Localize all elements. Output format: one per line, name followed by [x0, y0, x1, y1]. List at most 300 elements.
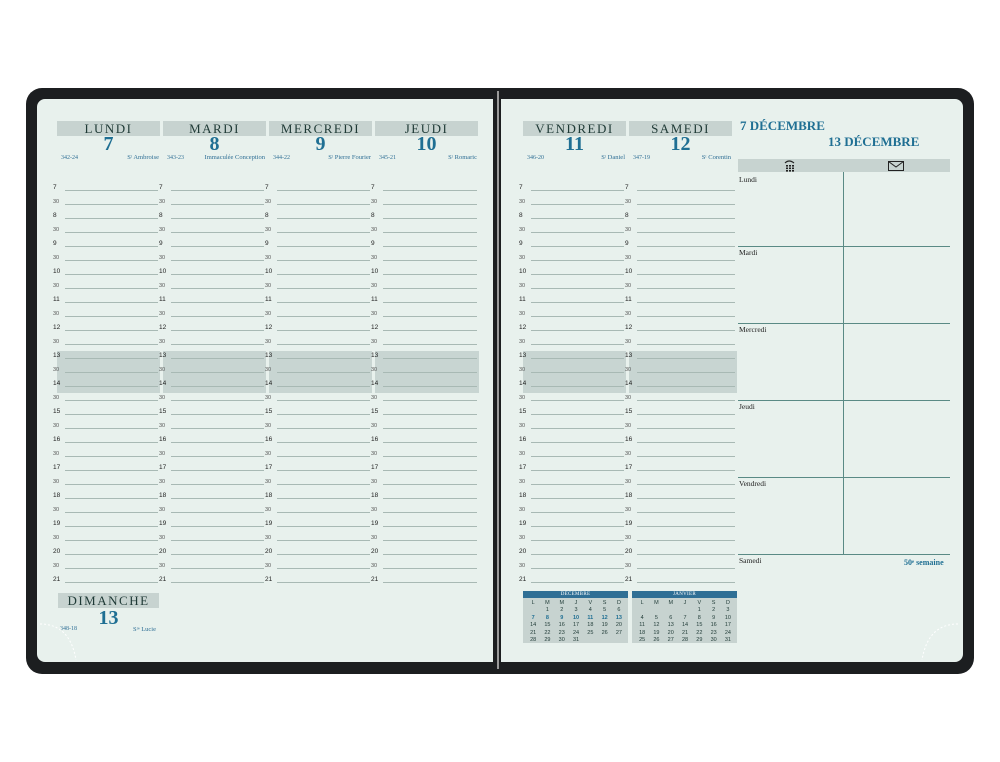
time-slot-line[interactable] [277, 218, 370, 219]
mini-calendar-day[interactable]: 14 [681, 622, 689, 629]
time-slot-line[interactable] [277, 582, 370, 583]
time-slot-line[interactable] [531, 344, 624, 345]
mini-calendar-day[interactable]: 5 [654, 614, 658, 621]
time-slot-line[interactable] [277, 484, 370, 485]
mini-calendar-day[interactable] [678, 607, 692, 614]
hour-label: 7 [519, 184, 523, 191]
time-slot-line[interactable] [637, 302, 735, 303]
time-slot-line[interactable] [277, 456, 370, 457]
time-slot-line[interactable] [531, 190, 624, 191]
time-slot-line[interactable] [383, 484, 477, 485]
time-slot-line[interactable] [637, 386, 735, 387]
time-slot-line[interactable] [171, 512, 264, 513]
time-slot-line[interactable] [637, 568, 735, 569]
mini-calendar-day[interactable] [649, 607, 663, 614]
time-slot-line[interactable] [383, 442, 477, 443]
mini-calendar-day[interactable]: 10 [724, 614, 731, 621]
mini-calendar-day[interactable]: 28 [681, 637, 689, 644]
time-slot-line[interactable] [277, 288, 370, 289]
notes-label-samedi[interactable]: Samedi [739, 556, 762, 565]
time-slot-line[interactable] [383, 302, 477, 303]
time-slot-line[interactable] [531, 414, 624, 415]
time-slot-line[interactable] [277, 358, 370, 359]
time-slot-line[interactable] [65, 526, 158, 527]
time-slot-line[interactable] [65, 414, 158, 415]
mini-calendar-day[interactable]: 20 [667, 629, 674, 636]
mini-calendar-day[interactable]: 11 [639, 622, 645, 629]
mini-calendar-day[interactable] [612, 637, 626, 644]
time-slot-line[interactable] [531, 330, 624, 331]
time-slot-line[interactable] [277, 260, 370, 261]
hour-label: 13 [159, 352, 167, 359]
time-slot-line[interactable] [171, 498, 264, 499]
time-slot-line[interactable] [383, 330, 477, 331]
left-day-number-0: 7 [103, 133, 114, 155]
hour-label: 18 [519, 492, 527, 499]
time-slot-line[interactable] [277, 470, 370, 471]
time-slot-line[interactable] [171, 372, 264, 373]
time-slot-line[interactable] [637, 218, 735, 219]
time-slot-line[interactable] [383, 246, 477, 247]
mini-calendar-day[interactable]: 13 [667, 622, 674, 629]
time-slot-line[interactable] [383, 260, 477, 261]
mini-calendar-day[interactable]: 21 [530, 629, 537, 636]
half-hour-label: 30 [625, 367, 632, 373]
time-slot-line[interactable] [531, 456, 624, 457]
time-slot-line[interactable] [383, 386, 477, 387]
time-slot-line[interactable] [65, 274, 158, 275]
time-slot-line[interactable] [531, 484, 624, 485]
time-slot-line[interactable] [171, 400, 264, 401]
mini-calendar-day[interactable] [635, 607, 649, 614]
time-slot-line[interactable] [637, 400, 735, 401]
time-slot-line[interactable] [637, 260, 735, 261]
sunday-saint: Sᵗᵉ Lucie [133, 626, 156, 633]
time-slot-line[interactable] [637, 358, 735, 359]
hour-label: 13 [53, 352, 61, 359]
time-slot-line[interactable] [383, 540, 477, 541]
time-slot-line[interactable] [531, 512, 624, 513]
mini-calendar-day[interactable]: 4 [640, 614, 644, 621]
mini-calendar-day[interactable]: 24 [572, 629, 580, 636]
time-slot-line[interactable] [637, 274, 735, 275]
mini-calendar-day[interactable]: 19 [601, 622, 608, 629]
time-slot-line[interactable] [531, 218, 624, 219]
time-slot-line[interactable] [171, 274, 264, 275]
mini-calendar-day[interactable]: 13 [615, 614, 622, 621]
time-slot-line[interactable] [277, 190, 370, 191]
mini-calendar-day[interactable]: 27 [667, 637, 674, 644]
mini-calendar-day[interactable]: 2 [560, 607, 564, 614]
mini-calendar-day[interactable]: 16 [710, 622, 717, 629]
time-slot-line[interactable] [531, 582, 624, 583]
time-slot-line[interactable] [637, 512, 735, 513]
time-slot-line[interactable] [383, 456, 477, 457]
mini-calendar-day[interactable]: 1 [697, 607, 701, 614]
mini-calendar-day[interactable]: 11 [587, 614, 594, 621]
time-slot-line[interactable] [531, 526, 624, 527]
time-slot-line[interactable] [531, 442, 624, 443]
half-hour-label: 30 [159, 367, 166, 373]
time-slot-line[interactable] [65, 512, 158, 513]
half-hour-label: 30 [53, 507, 60, 513]
time-slot-line[interactable] [383, 526, 477, 527]
mini-calendar-weekday: L [640, 600, 644, 606]
half-hour-label: 30 [159, 535, 166, 541]
mini-calendar-day[interactable]: 26 [653, 637, 660, 644]
half-hour-label: 30 [371, 451, 378, 457]
time-slot-line[interactable] [637, 246, 735, 247]
mini-calendar-day[interactable] [664, 607, 678, 614]
time-slot-line[interactable] [171, 260, 264, 261]
mini-calendar-weekday: S [711, 600, 716, 606]
time-slot-line[interactable] [637, 344, 735, 345]
time-slot-line[interactable] [65, 428, 158, 429]
time-slot-line[interactable] [383, 288, 477, 289]
time-slot-line[interactable] [171, 484, 264, 485]
mini-calendar-day[interactable]: 18 [639, 629, 646, 636]
notes-label-lundi[interactable]: Lundi [739, 175, 757, 184]
time-slot-line[interactable] [65, 302, 158, 303]
mini-calendar-day[interactable]: 17 [724, 622, 731, 629]
time-slot-line[interactable] [277, 330, 370, 331]
time-slot-line[interactable] [65, 288, 158, 289]
mini-calendar-day[interactable]: 7 [683, 614, 687, 621]
time-slot-line[interactable] [171, 344, 264, 345]
time-slot-line[interactable] [383, 470, 477, 471]
time-slot-line[interactable] [171, 442, 264, 443]
time-slot-line[interactable] [637, 526, 735, 527]
time-slot-line[interactable] [531, 204, 624, 205]
time-slot-line[interactable] [637, 582, 735, 583]
time-slot-line[interactable] [171, 218, 264, 219]
time-slot-line[interactable] [383, 554, 477, 555]
time-slot-line[interactable] [277, 428, 370, 429]
mini-calendar-day[interactable]: 26 [601, 629, 608, 636]
half-hour-label: 30 [265, 451, 272, 457]
mini-calendar-day[interactable]: 15 [544, 622, 551, 629]
hour-label: 17 [159, 464, 167, 471]
time-slot-line[interactable] [383, 498, 477, 499]
mini-calendar-day[interactable]: 24 [724, 629, 731, 636]
time-slot-line[interactable] [637, 442, 735, 443]
mini-calendar-day[interactable] [597, 637, 611, 644]
half-hour-label: 30 [625, 199, 632, 205]
time-slot-line[interactable] [65, 400, 158, 401]
time-slot-line[interactable] [277, 344, 370, 345]
time-slot-line[interactable] [277, 274, 370, 275]
hour-label: 21 [265, 576, 273, 583]
right-day-ordinal-1: 347-19 [633, 155, 650, 161]
time-slot-line[interactable] [277, 246, 370, 247]
half-hour-label: 30 [159, 311, 166, 317]
time-slot-line[interactable] [171, 358, 264, 359]
time-slot-line[interactable] [65, 498, 158, 499]
hour-label: 12 [53, 324, 61, 331]
mini-calendar-day[interactable]: 31 [724, 637, 731, 644]
mini-calendar-day[interactable]: 9 [712, 614, 716, 621]
half-hour-label: 30 [53, 563, 60, 569]
time-slot-line[interactable] [531, 554, 624, 555]
time-slot-line[interactable] [65, 190, 158, 191]
time-slot-line[interactable] [171, 414, 264, 415]
time-slot-line[interactable] [171, 288, 264, 289]
left-day-ordinal-2: 344-22 [273, 155, 290, 161]
time-slot-line[interactable] [383, 428, 477, 429]
half-hour-label: 30 [625, 479, 632, 485]
time-slot-line[interactable] [637, 554, 735, 555]
time-slot-line[interactable] [277, 386, 370, 387]
time-slot-line[interactable] [171, 316, 264, 317]
time-slot-line[interactable] [171, 232, 264, 233]
time-slot-line[interactable] [531, 400, 624, 401]
time-slot-line[interactable] [531, 246, 624, 247]
time-slot-line[interactable] [637, 484, 735, 485]
mini-calendar-day[interactable]: 1 [545, 607, 549, 614]
time-slot-line[interactable] [65, 260, 158, 261]
half-hour-label: 30 [625, 535, 632, 541]
time-slot-line[interactable] [383, 372, 477, 373]
mini-calendar-day[interactable]: 10 [572, 614, 580, 621]
mini-calendar-day[interactable] [583, 637, 597, 644]
mini-calendar-weekday: L [531, 600, 535, 606]
mini-calendar-day[interactable]: 30 [558, 637, 565, 644]
time-slot-line[interactable] [171, 540, 264, 541]
time-slot-line[interactable] [531, 316, 624, 317]
time-slot-line[interactable] [531, 302, 624, 303]
time-slot-line[interactable] [637, 372, 735, 373]
mini-calendar-day[interactable]: 25 [639, 637, 646, 644]
mini-calendar-day[interactable]: 20 [615, 622, 622, 629]
time-slot-line[interactable] [531, 358, 624, 359]
mini-calendar-weekday: M [545, 600, 550, 606]
mini-calendar-0 [523, 591, 628, 643]
time-slot-line[interactable] [637, 470, 735, 471]
half-hour-label: 30 [519, 199, 526, 205]
notes-icon-bar [738, 159, 950, 172]
mini-calendar-day[interactable]: 3 [726, 607, 730, 614]
time-slot-line[interactable] [65, 232, 158, 233]
notes-label-mercredi[interactable]: Mercredi [739, 325, 767, 334]
time-slot-line[interactable] [383, 358, 477, 359]
time-slot-line[interactable] [171, 456, 264, 457]
time-slot-line[interactable] [277, 232, 370, 233]
time-slot-line[interactable] [171, 582, 264, 583]
time-slot-line[interactable] [171, 428, 264, 429]
mini-calendar-day[interactable]: 12 [653, 622, 660, 629]
time-slot-line[interactable] [637, 204, 735, 205]
time-slot-line[interactable] [277, 316, 370, 317]
time-slot-line[interactable] [65, 316, 158, 317]
half-hour-label: 30 [371, 367, 378, 373]
time-slot-line[interactable] [637, 330, 735, 331]
time-slot-line[interactable] [277, 302, 370, 303]
time-slot-line[interactable] [277, 498, 370, 499]
left-day-ordinal-3: 345-21 [379, 155, 396, 161]
time-slot-line[interactable] [277, 414, 370, 415]
time-slot-line[interactable] [637, 288, 735, 289]
time-slot-line[interactable] [65, 358, 158, 359]
mini-calendar-day[interactable]: 7 [531, 614, 535, 621]
mini-calendar-day[interactable]: 18 [587, 622, 594, 629]
time-slot-line[interactable] [383, 204, 477, 205]
time-slot-line[interactable] [531, 288, 624, 289]
left-day-saint-2: Sᵗ Pierre Fourier [328, 154, 371, 161]
time-slot-line[interactable] [531, 274, 624, 275]
half-hour-label: 30 [159, 395, 166, 401]
mini-calendar-day[interactable]: 8 [545, 614, 549, 621]
time-slot-line[interactable] [65, 456, 158, 457]
mini-calendar-title: JANVIER [632, 591, 737, 598]
hour-label: 17 [265, 464, 273, 471]
time-slot-line[interactable] [277, 204, 370, 205]
time-slot-line[interactable] [383, 344, 477, 345]
hour-label: 13 [371, 352, 379, 359]
mini-calendar-day[interactable]: 22 [544, 629, 551, 636]
time-slot-line[interactable] [65, 484, 158, 485]
time-slot-line[interactable] [277, 512, 370, 513]
time-slot-line[interactable] [637, 316, 735, 317]
time-slot-line[interactable] [383, 274, 477, 275]
mini-calendar-day[interactable]: 29 [544, 637, 551, 644]
mini-calendar-day[interactable]: 25 [587, 629, 594, 636]
time-slot-line[interactable] [65, 568, 158, 569]
mini-calendar-day[interactable]: 30 [710, 637, 717, 644]
time-slot-line[interactable] [171, 568, 264, 569]
mini-calendar-day[interactable]: 3 [574, 607, 578, 614]
mini-calendar-day[interactable]: 19 [653, 629, 660, 636]
mini-calendar-day[interactable]: 16 [558, 622, 565, 629]
time-slot-line[interactable] [531, 498, 624, 499]
time-slot-line[interactable] [65, 540, 158, 541]
time-slot-line[interactable] [383, 232, 477, 233]
time-slot-line[interactable] [531, 372, 624, 373]
half-hour-label: 30 [519, 339, 526, 345]
time-slot-line[interactable] [277, 442, 370, 443]
time-slot-line[interactable] [383, 512, 477, 513]
time-slot-line[interactable] [277, 568, 370, 569]
half-hour-label: 30 [159, 283, 166, 289]
mini-calendar-day[interactable]: 17 [572, 622, 580, 629]
mini-calendar-day[interactable]: 27 [615, 629, 622, 636]
hour-label: 17 [519, 464, 527, 471]
mini-calendar-day[interactable]: 15 [696, 622, 703, 629]
time-slot-line[interactable] [383, 582, 477, 583]
right-day-saint-0: Sᵗ Daniel [601, 154, 625, 161]
time-slot-line[interactable] [277, 372, 370, 373]
mini-calendar-day[interactable]: 14 [530, 622, 537, 629]
time-slot-line[interactable] [383, 190, 477, 191]
mini-calendar-day[interactable]: 5 [603, 607, 607, 614]
hour-label: 9 [53, 240, 57, 247]
time-slot-line[interactable] [277, 540, 370, 541]
time-slot-line[interactable] [65, 582, 158, 583]
time-slot-line[interactable] [171, 470, 264, 471]
half-hour-label: 30 [519, 507, 526, 513]
mini-calendar-title: DÉCEMBRE [523, 591, 628, 598]
mini-calendar-day[interactable]: 12 [601, 614, 608, 621]
time-slot-line[interactable] [65, 246, 158, 247]
time-slot-line[interactable] [383, 568, 477, 569]
time-slot-line[interactable] [277, 400, 370, 401]
mini-calendar-day[interactable]: 28 [530, 637, 537, 644]
time-slot-line[interactable] [637, 498, 735, 499]
mini-calendar-day[interactable]: 6 [617, 607, 621, 614]
hour-label: 21 [519, 576, 527, 583]
mini-calendar-day[interactable]: 23 [558, 629, 565, 636]
notes-label-jeudi[interactable]: Jeudi [739, 402, 755, 411]
time-slot-line[interactable] [65, 442, 158, 443]
time-slot-line[interactable] [531, 232, 624, 233]
notes-label-vendredi[interactable]: Vendredi [739, 479, 767, 488]
hour-label: 20 [159, 548, 167, 555]
mini-calendar-day[interactable]: 31 [572, 637, 580, 644]
half-hour-label: 30 [159, 339, 166, 345]
time-slot-line[interactable] [171, 246, 264, 247]
time-slot-line[interactable] [531, 540, 624, 541]
mini-calendar-day[interactable]: 9 [560, 614, 564, 621]
mini-calendar-day[interactable]: 21 [681, 629, 689, 636]
mini-calendar-day[interactable]: 2 [712, 607, 716, 614]
time-slot-line[interactable] [531, 386, 624, 387]
time-slot-line[interactable] [65, 386, 158, 387]
hour-label: 16 [265, 436, 273, 443]
mini-calendar-day[interactable]: 29 [696, 637, 703, 644]
time-slot-line[interactable] [637, 232, 735, 233]
time-slot-line[interactable] [65, 470, 158, 471]
mini-calendar-day[interactable]: 4 [588, 607, 592, 614]
time-slot-line[interactable] [637, 456, 735, 457]
time-slot-line[interactable] [531, 568, 624, 569]
time-slot-line[interactable] [171, 330, 264, 331]
time-slot-line[interactable] [65, 344, 158, 345]
time-slot-line[interactable] [383, 218, 477, 219]
mini-calendar-day[interactable]: 22 [696, 629, 703, 636]
time-slot-line[interactable] [637, 540, 735, 541]
time-slot-line[interactable] [637, 428, 735, 429]
time-slot-line[interactable] [65, 204, 158, 205]
time-slot-line[interactable] [277, 526, 370, 527]
time-slot-line[interactable] [171, 526, 264, 527]
time-slot-line[interactable] [383, 414, 477, 415]
half-hour-label: 30 [371, 227, 378, 233]
mini-calendar-day[interactable]: 8 [697, 614, 701, 621]
time-slot-line[interactable] [637, 190, 735, 191]
mini-calendar-day[interactable]: 23 [710, 629, 717, 636]
time-slot-line[interactable] [383, 400, 477, 401]
half-hour-label: 30 [371, 339, 378, 345]
time-slot-line[interactable] [171, 386, 264, 387]
time-slot-line[interactable] [531, 470, 624, 471]
notes-label-mardi[interactable]: Mardi [739, 248, 758, 257]
time-slot-line[interactable] [65, 330, 158, 331]
time-slot-line[interactable] [171, 302, 264, 303]
time-slot-line[interactable] [383, 316, 477, 317]
time-slot-line[interactable] [65, 554, 158, 555]
time-slot-line[interactable] [171, 554, 264, 555]
mini-calendar-day[interactable] [526, 607, 540, 614]
time-slot-line[interactable] [65, 218, 158, 219]
hour-label: 10 [53, 268, 61, 275]
time-slot-line[interactable] [277, 554, 370, 555]
mini-calendar-day[interactable]: 6 [669, 614, 673, 621]
time-slot-line[interactable] [531, 428, 624, 429]
time-slot-line[interactable] [65, 372, 158, 373]
time-slot-line[interactable] [637, 414, 735, 415]
time-slot-line[interactable] [171, 190, 264, 191]
time-slot-line[interactable] [171, 204, 264, 205]
time-slot-line[interactable] [531, 260, 624, 261]
